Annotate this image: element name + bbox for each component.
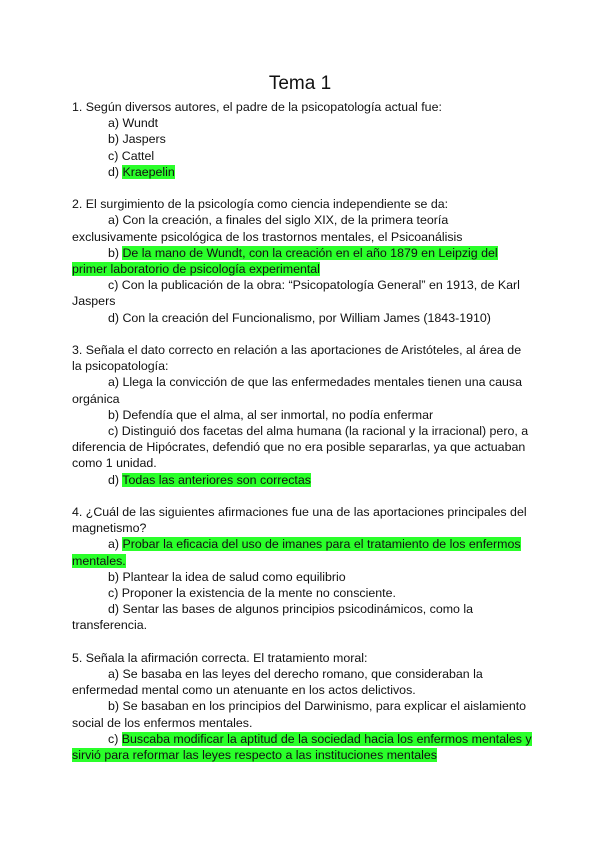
option-b: b) Se basaban en los principios del Darwinismo, para explicar el aislamiento social de los enfermos mentales. [72, 699, 527, 730]
option-c: c) Proponer la existencia de la mente no consciente. [108, 586, 396, 601]
option-a: a) Wundt [108, 116, 159, 131]
question-4 [72, 504, 532, 634]
option-b: b) Jaspers [108, 132, 166, 147]
option-b: b) Plantear la idea de salud como equilibrio [108, 569, 346, 584]
question-5 [72, 650, 532, 763]
highlight: Buscaba modificar la aptitud de la sociedad hacia los enfermos mentales y sirvió para reformar las leyes respecto a las instituciones mentales [72, 731, 532, 763]
option-d-correct: d) Kraepelin [108, 164, 175, 179]
option-a-correct: a) Probar la eficacia del uso de imanes para el tratamiento de los enfermos mentales. [72, 537, 521, 568]
option-a: a) Se basaba en las leyes del derecho romano, que consideraban la enfermedad mental como un atenuante en los actos delictivos. [72, 667, 483, 698]
question-2 [72, 196, 532, 326]
highlight: De la mano de Wundt, con la creación en el año 1879 en Leipzig del primer laboratorio de psicología experimental [72, 245, 498, 277]
option-a: a) Con la creación, a finales del siglo XIX, de la primera teoría exclusivamente psicológica de los trastornos mentales, el Psicoanálisis [72, 213, 463, 244]
highlight: Probar la eficacia del uso de imanes para el tratamiento de los enfermos mentales. [72, 537, 521, 568]
option-a: a) Llega la convicción de que las enfermedades mentales tienen una causa orgánica [72, 375, 522, 406]
question-stem: 1. Según diversos autores, el padre de la psicopatología actual fue: [72, 100, 442, 114]
question-3 [72, 342, 532, 488]
option-b-correct: b) De la mano de Wundt, con la creación en el año 1879 en Leipzig del primer laboratorio de psicología experimental [72, 245, 498, 277]
option-d: d) Con la creación del Funcionalismo, por William James (1843-1910) [108, 310, 491, 325]
option-c: c) Cattel [108, 148, 155, 163]
option-d-correct: d) Todas las anteriores son correctas [108, 472, 311, 487]
option-d: d) Sentar las bases de algunos principios psicodinámicos, como la transferencia. [72, 602, 474, 633]
option-c: c) Con la publicación de la obra: “Psicopatología General” en 1913, de Karl Jaspers [72, 278, 520, 309]
option-c-correct: c) Buscaba modificar la aptitud de la sociedad hacia los enfermos mentales y sirvió para reformar las leyes respecto a las instituciones mentales [72, 731, 532, 763]
question-1 [72, 99, 532, 180]
question-stem: 3. Señala el dato correcto en relación a las aportaciones de Aristóteles, al área de la psicopatología: [72, 343, 522, 374]
highlight: Kraepelin [122, 164, 175, 179]
question-stem: 5. Señala la afirmación correcta. El tratamiento moral: [72, 650, 368, 665]
question-stem: 2. El surgimiento de la psicología como ciencia independiente se da: [72, 197, 449, 212]
option-b: b) Defendía que el alma, al ser inmortal, no podía enfermar [108, 407, 434, 422]
page-title: Tema 1 [268, 73, 332, 94]
question-stem: 4. ¿Cuál de las siguientes afirmaciones fue una de las aportaciones principales del magnetismo? [72, 505, 527, 536]
option-c: c) Distinguió dos facetas del alma humana (la racional y la irracional) pero, a diferencia de Hipócrates, defendió que no era posible separarlas, ya que actuaban como 1 unidad. [72, 424, 529, 471]
highlight: Todas las anteriores son correctas [122, 472, 311, 487]
question-list [72, 99, 532, 779]
